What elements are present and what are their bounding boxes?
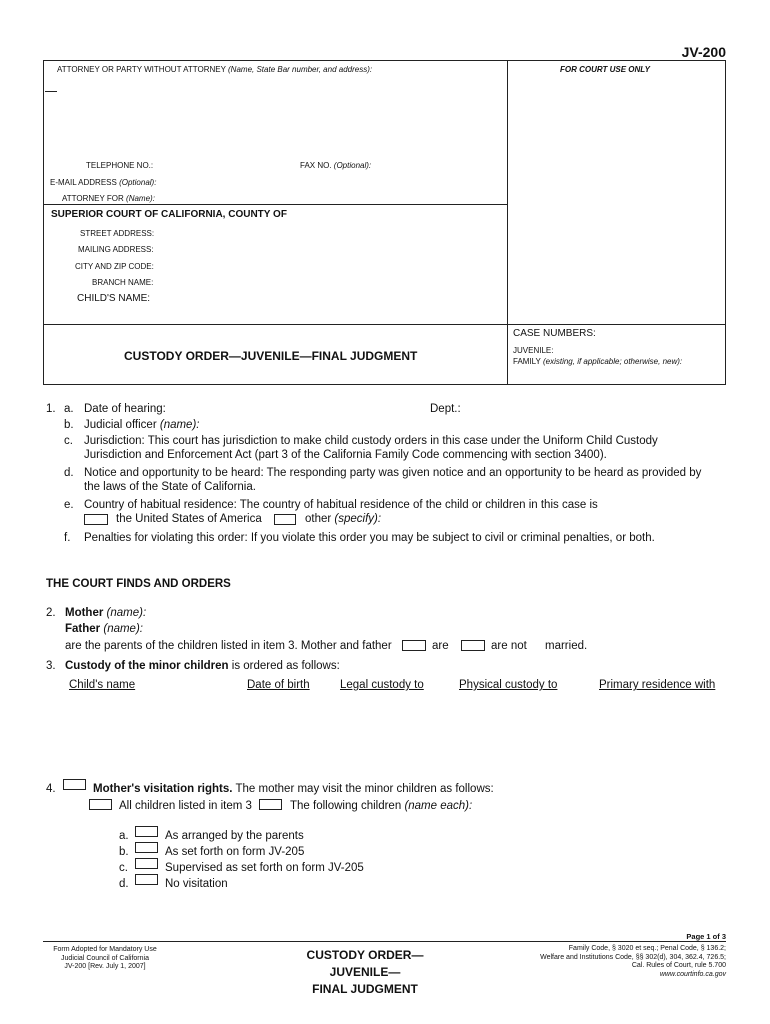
county-input[interactable] [292,207,500,220]
attorney-input[interactable] [48,78,504,158]
following-children-checkbox[interactable] [259,799,282,810]
habitual-residence-text: Country of habitual residence: The country of habitual residence of the child or children in this case is [84,499,598,511]
col-primary-residence: Primary residence with [599,679,716,691]
city-input[interactable] [155,259,500,272]
visitation-arranged-checkbox[interactable] [135,826,158,837]
other-country-input[interactable] [385,513,685,526]
hearing-date-input[interactable] [170,403,410,416]
other-country-label: other (specify): [305,513,382,525]
visitation-arranged-label: As arranged by the parents [165,830,304,842]
following-children-input[interactable] [472,800,712,813]
mailing-label: MAILING ADDRESS: [78,245,154,254]
footer-title: CUSTODY ORDER—JUVENILE— FINAL JUDGMENT [306,948,424,996]
street-input[interactable] [155,226,500,239]
jurisdiction-text: Jurisdiction: This court has jurisdiction to make child custody orders in this case under the Uniform Child Custody [84,435,658,447]
form-number: JV-200 [681,44,726,60]
usa-checkbox[interactable] [84,514,108,525]
email-label: E-MAIL ADDRESS (Optional): [50,178,157,187]
mother-visitation-heading: Mother's visitation rights. The mother may visit the minor children as follows: [93,783,494,795]
mailing-input[interactable] [155,242,500,255]
for-court-use-label: FOR COURT USE ONLY [560,65,650,74]
notice-text: Notice and opportunity to be heard: The responding party was given notice and an opportunity to be heard as provided by [84,467,702,479]
col-child-name: Child's name [69,679,136,691]
court-finds-heading: THE COURT FINDS AND ORDERS [46,578,231,590]
all-children-label: All children listed in item 3 [119,800,252,812]
fax-input[interactable] [370,158,500,171]
item-1-number: 1. [46,403,56,415]
all-children-checkbox[interactable] [89,799,112,810]
street-label: STREET ADDRESS: [80,229,155,238]
dept-label: Dept.: [430,403,461,415]
child-name-input[interactable] [155,292,500,305]
visitation-jv205-checkbox[interactable] [135,842,158,853]
page-number: Page 1 of 3 [686,932,726,941]
are-not-label: are not [491,640,527,652]
custody-table-input[interactable] [66,698,720,778]
website-link[interactable]: www.courtinfo.ca.gov [659,970,726,978]
mother-visitation-checkbox[interactable] [63,779,86,790]
footer-citations: Family Code, § 3020 et seq.; Penal Code, § 136.2; Welfare and Institutions Code, §§ 302(d), 304, 362.4, 726.5; Cal. Rules of Court, rule 5.700 www.courtinfo.ca.gov [540,945,726,978]
child-name-label: CHILD'S NAME: [77,293,151,304]
col-date-of-birth: Date of birth [247,679,310,691]
item-2-number: 2. [46,607,56,619]
mother-label: Mother (name): [65,607,147,619]
parents-text: are the parents of the children listed in item 3. Mother and father [65,640,392,652]
mother-name-input[interactable] [150,607,580,620]
visitation-supervised-label: Supervised as set forth on form JV-205 [165,862,364,874]
visitation-none-label: No visitation [165,878,228,890]
attorney-label: ATTORNEY OR PARTY WITHOUT ATTORNEY (Name, State Bar number, and address): [57,65,373,74]
penalties-text: Penalties for violating this order: If you violate this order you may be subject to civil or criminal penalties, or both. [84,532,655,544]
fax-label: FAX NO. (Optional): [300,161,372,170]
family-case-input[interactable] [513,368,718,381]
visitation-none-checkbox[interactable] [135,874,158,885]
dept-input[interactable] [467,403,587,416]
court-title: SUPERIOR COURT OF CALIFORNIA, COUNTY OF [51,209,287,220]
telephone-input[interactable] [155,158,295,171]
item-4-number: 4. [46,783,56,795]
col-physical-custody: Physical custody to [459,679,558,691]
telephone-label: TELEPHONE NO.: [86,161,154,170]
judicial-officer-label: Judicial officer (name): [84,419,200,431]
juvenile-label: JUVENILE: [513,346,554,355]
father-name-input[interactable] [145,623,580,636]
visitation-supervised-checkbox[interactable] [135,858,158,869]
hearing-date-label: Date of hearing: [84,403,166,415]
footer-rule [43,941,726,942]
footer-adoption: Form Adopted for Mandatory Use Judicial Council of California JV-200 [Rev. July 1, 2007] [53,946,157,970]
married-are-not-checkbox[interactable] [461,640,485,651]
married-are-checkbox[interactable] [402,640,426,651]
other-country-checkbox[interactable] [274,514,296,525]
visitation-jv205-label: As set forth on form JV-205 [165,846,305,858]
form-title: CUSTODY ORDER—JUVENILE—FINAL JUDGMENT [124,349,418,363]
branch-input[interactable] [155,275,500,288]
custody-heading: Custody of the minor children is ordered as follows: [65,660,340,672]
following-children-label: The following children (name each): [290,800,473,812]
attorney-for-input[interactable] [155,191,500,202]
attorney-for-label: ATTORNEY FOR (Name): [62,194,155,203]
are-label: are [432,640,449,652]
branch-label: BRANCH NAME: [92,278,154,287]
item-3-number: 3. [46,660,56,672]
caption-divider [507,60,508,385]
email-input[interactable] [155,175,500,188]
usa-label: the United States of America [116,513,262,525]
case-numbers-label: CASE NUMBERS: [513,328,596,339]
married-label: married. [545,640,588,652]
father-label: Father (name): [65,623,143,635]
col-legal-custody: Legal custody to [340,679,424,691]
juvenile-case-input[interactable] [555,343,720,356]
judicial-officer-input[interactable] [215,419,595,432]
family-label: FAMILY (existing, if applicable; otherwise, new): [513,357,683,366]
city-label: CITY AND ZIP CODE: [75,262,154,271]
